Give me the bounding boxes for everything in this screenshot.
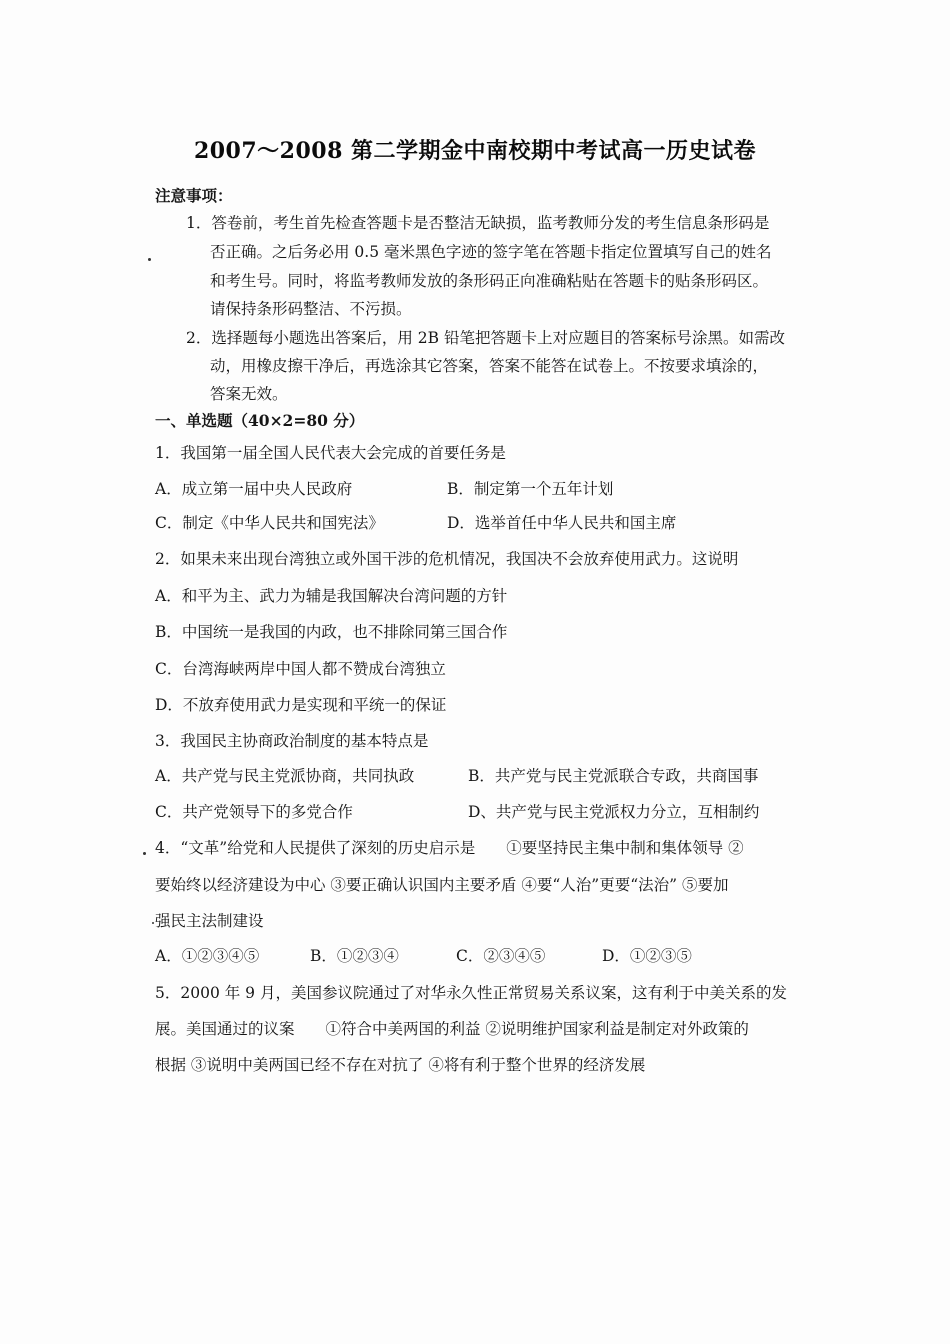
q2-option-c: C．台湾海峡两岸中国人都不赞成台湾独立: [155, 660, 446, 678]
q2-option-b: B．中国统一是我国的内政，也不排除同第三国合作: [155, 623, 508, 641]
q3-option-b: B．共产党与民主党派联合专政，共商国事: [468, 767, 759, 785]
q3-options-row2: [155, 802, 795, 822]
q5-line2: 展。美国通过的议案 ①符合中美两国的利益 ②说明维护国家利益是制定对外政策的: [155, 1020, 749, 1038]
q1-option-c: C．制定《中华人民共和国宪法》: [155, 514, 384, 532]
q1-options-row2: [155, 513, 795, 533]
notice-item2-line3: 答案无效。: [210, 385, 288, 403]
q1-option-d: D．选举首任中华人民共和国主席: [447, 514, 677, 532]
q4-options-row: [155, 946, 795, 966]
q5-line1: 5．2000 年 9 月，美国参议院通过了对华永久性正常贸易关系议案，这有利于中美关系的发: [155, 984, 787, 1002]
q5-line3: 根据 ③说明中美两国已经不存在对抗了 ④将有利于整个世界的经济发展: [155, 1056, 646, 1074]
q1-stem: 1．我国第一届全国人民代表大会完成的首要任务是: [155, 444, 506, 462]
scan-speck: [148, 258, 151, 261]
scan-speck: [143, 852, 146, 855]
q2-option-d: D．不放弃使用武力是实现和平统一的保证: [155, 696, 447, 714]
q3-stem: 3．我国民主协商政治制度的基本特点是: [155, 732, 429, 750]
q1-options-row1: [155, 479, 795, 499]
q4-option-c: C．②③④⑤: [456, 947, 546, 965]
notice-heading: 注意事项：: [155, 186, 233, 205]
section-heading: 一、单选题（40×2=80 分）: [155, 411, 365, 430]
notice-item1-line3: 和考生号。同时，将监考教师发放的条形码正向准确粘贴在答题卡的贴条形码区。: [210, 272, 769, 290]
notice-item2-line2: 动，用橡皮擦干净后，再选涂其它答案，答案不能答在试卷上。不按要求填涂的，: [210, 357, 769, 375]
q4-line1: 4．“文革”给党和人民提供了深刻的历史启示是 ①要坚持民主集中制和集体领导 ②: [155, 839, 744, 857]
notice-item1-line2: 否正确。之后务必用 0.5 毫米黑色字迹的签字笔在答题卡指定位置填写自己的姓名: [210, 243, 772, 261]
page-title: 2007～2008 第二学期金中南校期中考试高一历史试卷: [193, 138, 757, 164]
q4-line2: 要始终以经济建设为中心 ③要正确认识国内主要矛盾 ④要“人治”更要“法治” ⑤要加: [155, 876, 729, 894]
notice-item1-line1: 1．答卷前，考生首先检查答题卡是否整洁无缺损，监考教师分发的考生信息条形码是: [186, 214, 770, 232]
q1-option-b: B．制定第一个五年计划: [447, 480, 614, 498]
q4-option-b: B．①②③④: [310, 947, 399, 965]
q3-options-row1: [155, 766, 795, 786]
notice-item1-line4: 请保持条形码整洁、不污损。: [210, 300, 412, 318]
q4-option-d: D．①②③⑤: [602, 947, 692, 965]
q2-option-a: A．和平为主、武力为辅是我国解决台湾问题的方针: [155, 587, 508, 605]
q3-option-d: D、共产党与民主党派权力分立，互相制约: [468, 803, 760, 821]
q4-line3: 强民主法制建设: [155, 912, 264, 930]
q2-stem: 2．如果未来出现台湾独立或外国干涉的危机情况，我国决不会放弃使用武力。这说明: [155, 550, 739, 568]
q1-option-a: A．成立第一届中央人民政府: [155, 480, 353, 498]
scan-speck: [152, 922, 154, 924]
q4-option-a: A．①②③④⑤: [155, 947, 260, 965]
notice-item2-line1: 2．选择题每小题选出答案后，用 2B 铅笔把答题卡上对应题目的答案标号涂黑。如需改: [186, 329, 785, 347]
q3-option-c: C．共产党领导下的多党合作: [155, 803, 353, 821]
q3-option-a: A．共产党与民主党派协商，共同执政: [155, 767, 415, 785]
